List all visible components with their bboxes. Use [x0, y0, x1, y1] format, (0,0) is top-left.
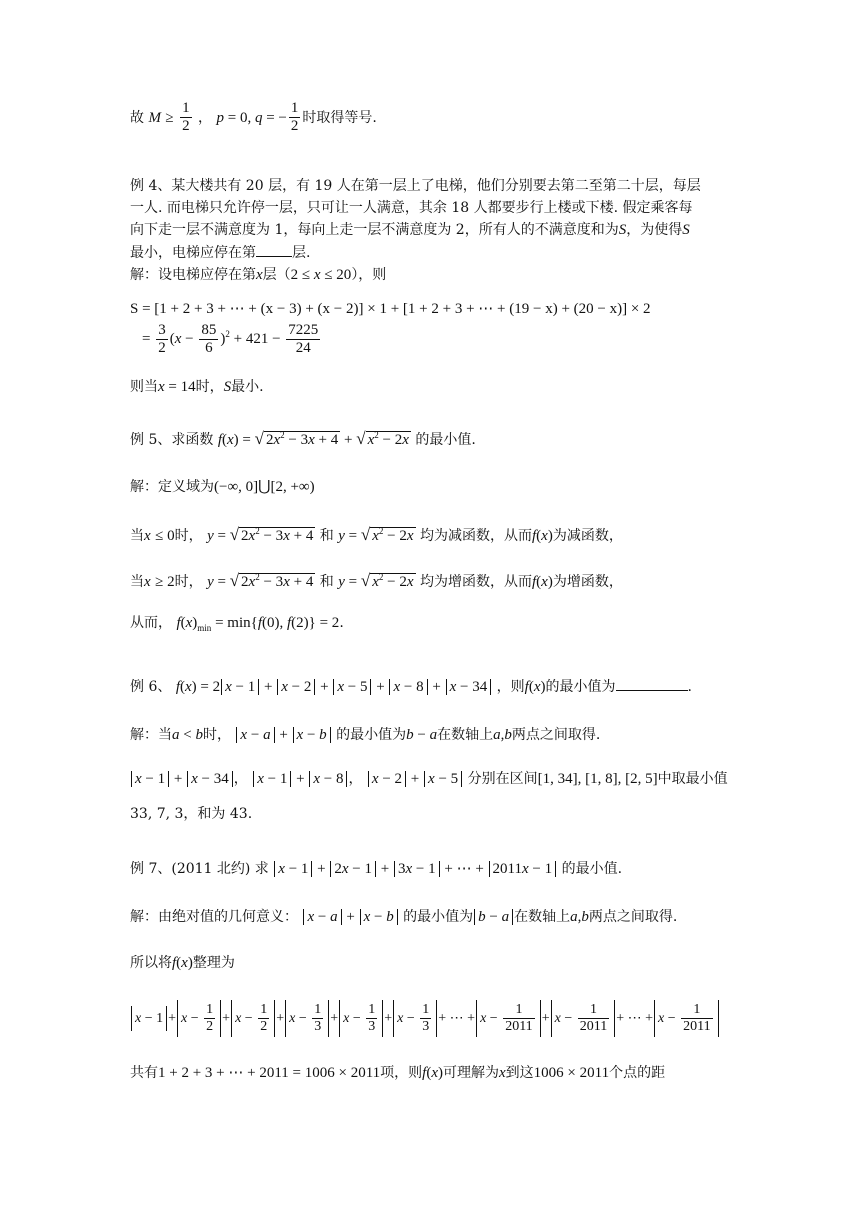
example-7-title: 例 7、(2011 北约) 求 x − 1 + 2x − 1 + 3x − 1 + ⋯ + 2011x − 1 的最小值.	[130, 861, 623, 877]
example-5-result: 从而， $f(x)_{min} = \min\{f(0)$, f(2)} = 2.	[130, 615, 344, 633]
example-6-solution: 解：当a < b时， x − a + x − b 的最小值为b − a在数轴上a,b两点之间取得.	[130, 727, 601, 743]
example-4-conclusion: 则当x = 14时，S最小.	[130, 379, 264, 395]
example-7-rewrite-intro: 所以将f(x)整理为	[130, 955, 235, 971]
example-7-solution: 解：由绝对值的几何意义： x − a + x − b 的最小值为 b − a 在数轴上a,b两点之间取得.	[130, 909, 678, 925]
line-equality-condition: 故 M ≥ $\frac{1}{2}$ ， p = 0, q = − $\frac{1}{2}$ 时取得等号.	[130, 100, 377, 135]
example-5-domain: 解：定义域为(−∞, 0]⋃[2, +∞)	[130, 479, 315, 495]
example-7-count: 共有1 + 2 + 3 + ⋯ + 2011 = 1006 × 2011项，则f(x)可理解为x到这1006 × 2011个点的距	[130, 1065, 666, 1081]
example-5-case-2: 当x ≥ 2时， y = √ $2x^2 - 3x + 4$ 和 y = √ $x^2 - 2x$ 均为增函数，从而f(x)为增函数，	[130, 571, 623, 590]
example-6-intervals: x − 1 + x − 34 ， x − 1 + x − 8 ， x − 2 + x − 5 分别在区间[1, 34], [1, 8], [2, 5]中取最小值	[130, 768, 728, 791]
example-6-title: 例 6、 f(x) = 2 x − 1 + x − 2 + x − 5 + x − 8 + x − 34 ，则f(x)的最小值为 .	[130, 679, 692, 695]
example-5-case-1: 当x ≤ 0时， y = √ $2x^2 - 3x + 4$ 和 y = √ $x^2 - 2x$ 均为减函数，从而f(x)为减函数，	[130, 525, 623, 544]
example-5-title: 例 5、求函数 f(x) = √ $2x^2 - 3x + 4$ + √ $x^2 - 2x$ 的最小值.	[130, 429, 476, 448]
example-4-equation-1: S = [1 + 2 + 3 + ⋯ + (x − 3) + (x − 2)] × 1 + [1 + 2 + 3 + ⋯ + (19 − x) + (20 − x)] × 2	[130, 301, 651, 317]
example-4-equation-2: = $\frac{3}{2}$ (x − $\frac{85}{6}$ )$^2$ + 421 − $\frac{7225}{24}$	[142, 322, 319, 357]
answer-blank	[256, 244, 292, 257]
answer-blank	[616, 678, 688, 691]
example-4-paragraph: 例 4、某大楼共有 20 层，有 19 人在第一层上了电梯，他们分别要去第二至第二十层，每层 一人. 而电梯只允许停一层，只可让一人满意，其余 18 人都要步行上楼或下楼. 假定乘客每 向下走一层不满意度为 1，每向上走一层不满意度为 2，所有人的不满意度和为S，为使得S 最小，电梯应停在第 层. 解：设电梯应停在第x层（2 ≤ x ≤ 20），则	[130, 178, 701, 284]
example-6-sum: 33, 7, 3，和为 43.	[130, 806, 253, 822]
example-7-expansion: x − 1 + x − $\frac{1}{2}$ + x − $\frac{1}{2}$ + x − $\frac{1}{3}$ + x − $\frac{1}{3}$ + x − $\frac{1}{3}$ + ⋯ + x − $\frac{1}{2011}$ + x − $\frac{1}{2011}$ + ⋯ + x − $\frac{1}{2011}$	[130, 1000, 720, 1037]
